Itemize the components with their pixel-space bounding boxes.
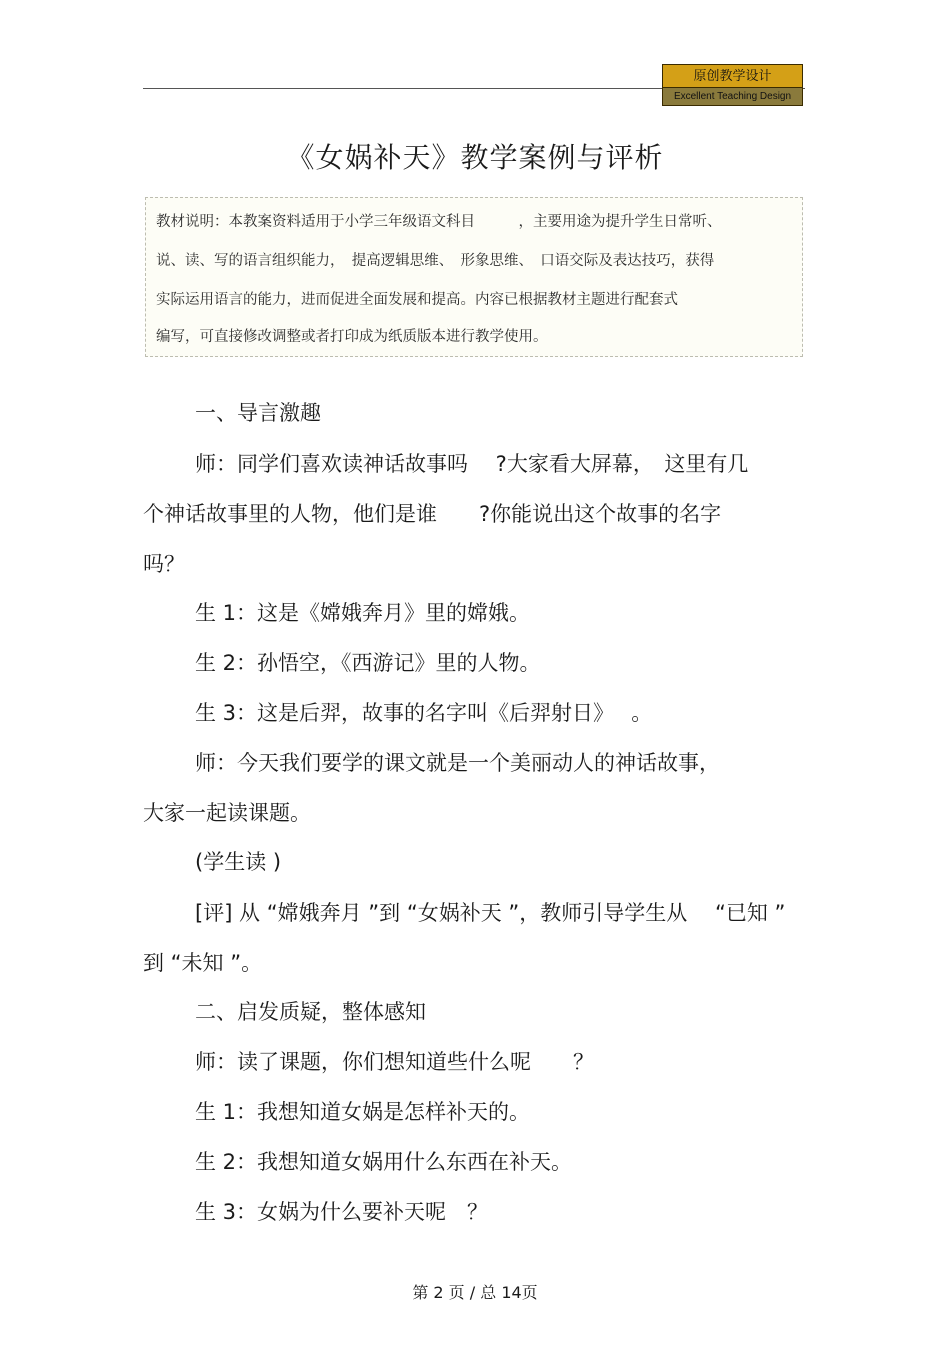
badge-en-label: Excellent Teaching Design <box>662 88 803 106</box>
paragraph-line: 大家一起读课题。 <box>143 801 311 825</box>
paragraph-line: 生 1：这是《嫦娥奔月》里的嫦娥。 <box>195 601 531 625</box>
badge-cn-label: 原创教学设计 <box>662 64 803 88</box>
notice-line: 说、读、写的语言组织能力， 提高逻辑思维、 形象思维、 口语交际及表达技巧，获得 <box>156 253 715 269</box>
paragraph-line: 生 2：我想知道女娲用什么东西在补天。 <box>195 1150 573 1174</box>
comment-line: [评] 从 “嫦娥奔月 ”到 “女娲补天 ”，教师引导学生从 “已知 ” <box>195 901 786 925</box>
paragraph-line: 师：今天我们要学的课文就是一个美丽动人的神话故事， <box>195 751 720 775</box>
section-heading: 一、导言激趣 <box>195 401 321 425</box>
section-heading: 二、启发质疑，整体感知 <box>195 1000 426 1024</box>
page-number: 第 2 页 / 总 14页 <box>412 1283 538 1302</box>
notice-line: 教材说明：本教案资料适用于小学三年级语文科目 ，主要用途为提升学生日常听、 <box>156 214 722 230</box>
paragraph-line: (学生读 ) <box>195 850 282 874</box>
paragraph-line: 师：读了课题，你们想知道些什么呢 ？ <box>195 1050 594 1074</box>
design-badge <box>662 64 803 106</box>
notice-line: 实际运用语言的能力，进而促进全面发展和提高。内容已根据教材主题进行配套式 <box>156 292 678 308</box>
paragraph-line: 吗？ <box>143 552 185 576</box>
page-title: 《女娲补天》教学案例与评析 <box>286 141 664 174</box>
paragraph-line: 生 3：女娲为什么要补天呢 ？ <box>195 1200 489 1224</box>
paragraph-line: 个神话故事里的人物，他们是谁 ?你能说出这个故事的名字 <box>143 502 722 526</box>
paragraph-line: 师：同学们喜欢读神话故事吗 ?大家看大屏幕， 这里有几 <box>195 452 749 476</box>
paragraph-line: 生 3：这是后羿，故事的名字叫《后羿射日》 。 <box>195 701 653 725</box>
notice-line: 编写，可直接修改调整或者打印成为纸质版本进行教学使用。 <box>156 329 548 345</box>
material-notice-box <box>145 197 803 357</box>
comment-line: 到 “未知 ”。 <box>143 951 263 975</box>
paragraph-line: 生 2：孙悟空，《西游记》里的人物。 <box>195 651 541 675</box>
paragraph-line: 生 1：我想知道女娲是怎样补天的。 <box>195 1100 531 1124</box>
